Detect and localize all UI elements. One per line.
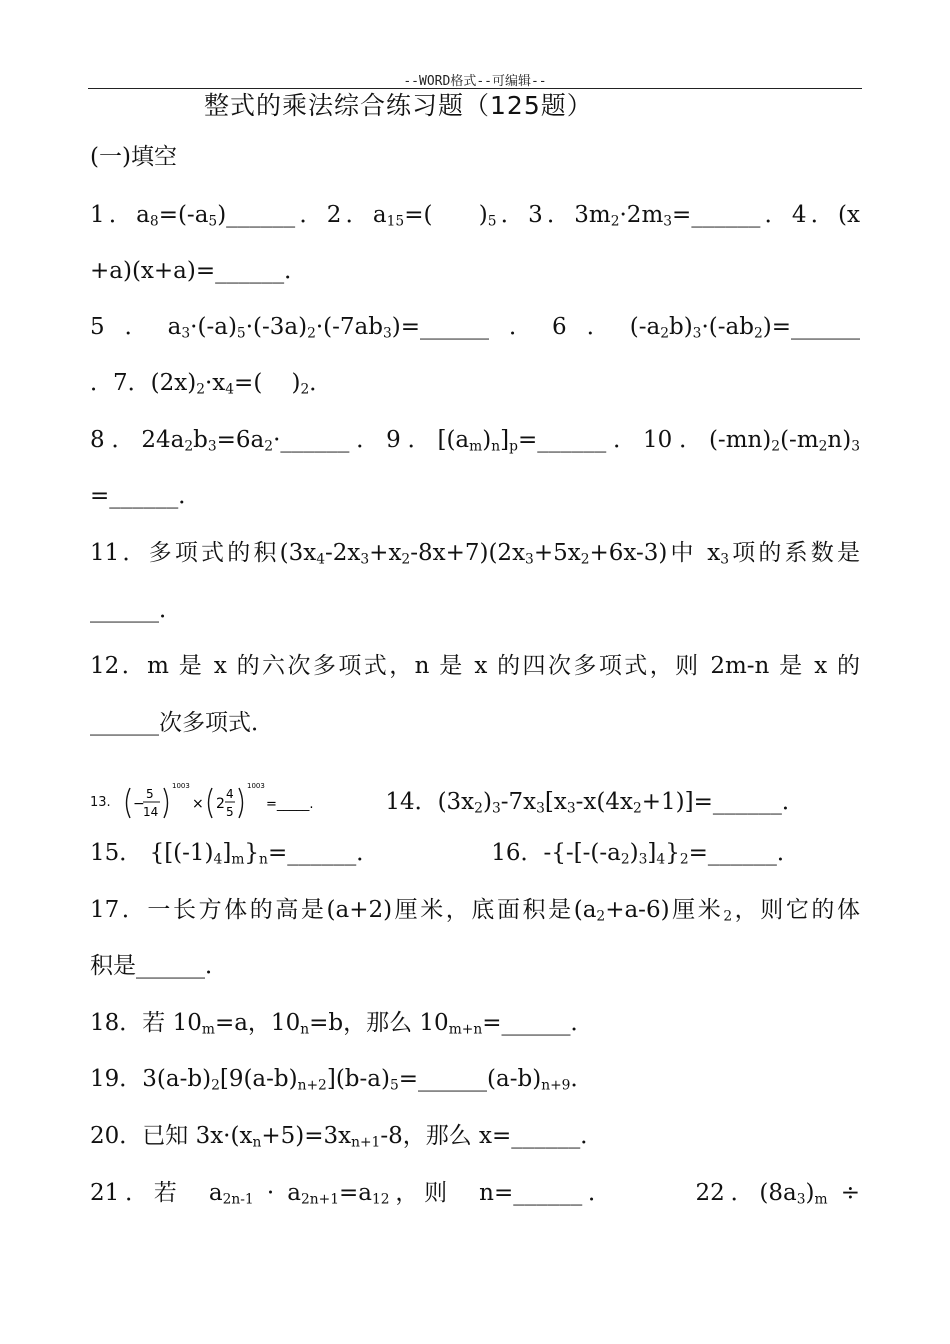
problem-line-1: 1．$a_8=(-a_5)\_\_\_\_\_\_$．2．$a_{15}=$( )$_5$．3．$3m_2\cdot 2m_3=\_\_\_\_\_\_$．4．(x — [90, 202, 860, 230]
problem-line-11: 13. − 5 14 1003 × 2 4 5 1003 =_____. 14．$(3x_2)_3-7x_3[x_3-x(4x_2+1)]=\_\_\_\_\_\_$． — [90, 780, 860, 810]
problem-line-14: 积是______． — [90, 953, 228, 979]
q13-int2: 2 — [216, 796, 225, 812]
problem-line-5: 8．$24a_2b_3=6a_2\cdot\_\_\_\_\_\_$．9．$[(a_m)_n]_p=\_\_\_\_\_\_$．10．$(-mn)_2(-m_2n)_3$ — [90, 427, 860, 455]
problem-line-10: ______次多项式． — [90, 710, 274, 736]
q13-exp2: 1003 — [247, 782, 265, 790]
q13-tail: =_____. — [266, 797, 314, 812]
q13-formula — [120, 780, 330, 826]
problem-line-17: 20．已知 $3x\cdot(x_n+5)=3x_{n+1}-8$，那么 x=______． — [90, 1123, 604, 1151]
problem-line-13: 17．一长方体的高是(a+2)厘米，底面积是$(a_2+a-6)$厘米$_2$，则它的体 — [90, 897, 861, 925]
problem-line-3: 5．$a_3\cdot(-a)_5\cdot(-3a)_2\cdot(-7ab_3)=\_\_\_\_\_\_$．6．$(-a_2b)_3\cdot(-ab_2)=\_\_\_\_\_\_$ — [90, 314, 860, 342]
page-title: 整式的乘法综合练习题（125题） — [204, 91, 593, 120]
problem-line-2: +a)(x+a)=______． — [90, 258, 308, 284]
q13-sign: − — [133, 796, 145, 812]
problem-line-18: 21．若 $a_{2n-1} \cdot a_{2n+1}=a_{12}$，则 n=______． 22．$(8a_3)_m$ ÷ — [90, 1180, 860, 1208]
q13-num2: 4 — [226, 787, 234, 801]
problem-line-9: 12．m 是 x 的六次多项式，n 是 x 的四次多项式，则 2m-n 是 x 的 — [90, 653, 860, 679]
q13-den1: 14 — [143, 805, 159, 819]
problem-line-4: ．7．$(2x)_2\cdot x_4=$( )$_2$． — [90, 370, 333, 398]
q13-exp1: 1003 — [172, 782, 190, 790]
q13-num1: 5 — [146, 787, 154, 801]
problem-line-12: 15． $\{[(-1)_4]_m\}_n=\_\_\_\_\_\_$． 16．$-\{-[-(-a_2)_3]_4\}_2=\_\_\_\_\_\_$． — [90, 840, 800, 868]
problem-line-16: 19．$3(a-b)_2[9(a-b)_{n+2}](b-a)_5=\_\_\_\_\_\_(a-b)_{n+9}$． — [90, 1066, 594, 1094]
problem-line-7: 11．多项式的积$(3x_4-2x_3+x_2-8x+7)(2x_3+5x_2+6x-3)$中 $x_3$项的系数是 — [90, 540, 860, 568]
problem-line-15: 18．若 $10_m=a$，$10_n=b$，那么 $10_{m+n}=\_\_\_\_\_\_$． — [90, 1010, 594, 1038]
q13-times: × — [192, 796, 204, 812]
problem-line-6: =______． — [90, 483, 202, 509]
section-heading: (一)填空 — [90, 144, 177, 170]
header-watermark: --WORD格式--可编辑-- — [403, 74, 547, 89]
problem-line-8: ______． — [90, 597, 182, 623]
q13-label: 13. — [90, 795, 111, 810]
q13-den2: 5 — [226, 805, 234, 819]
